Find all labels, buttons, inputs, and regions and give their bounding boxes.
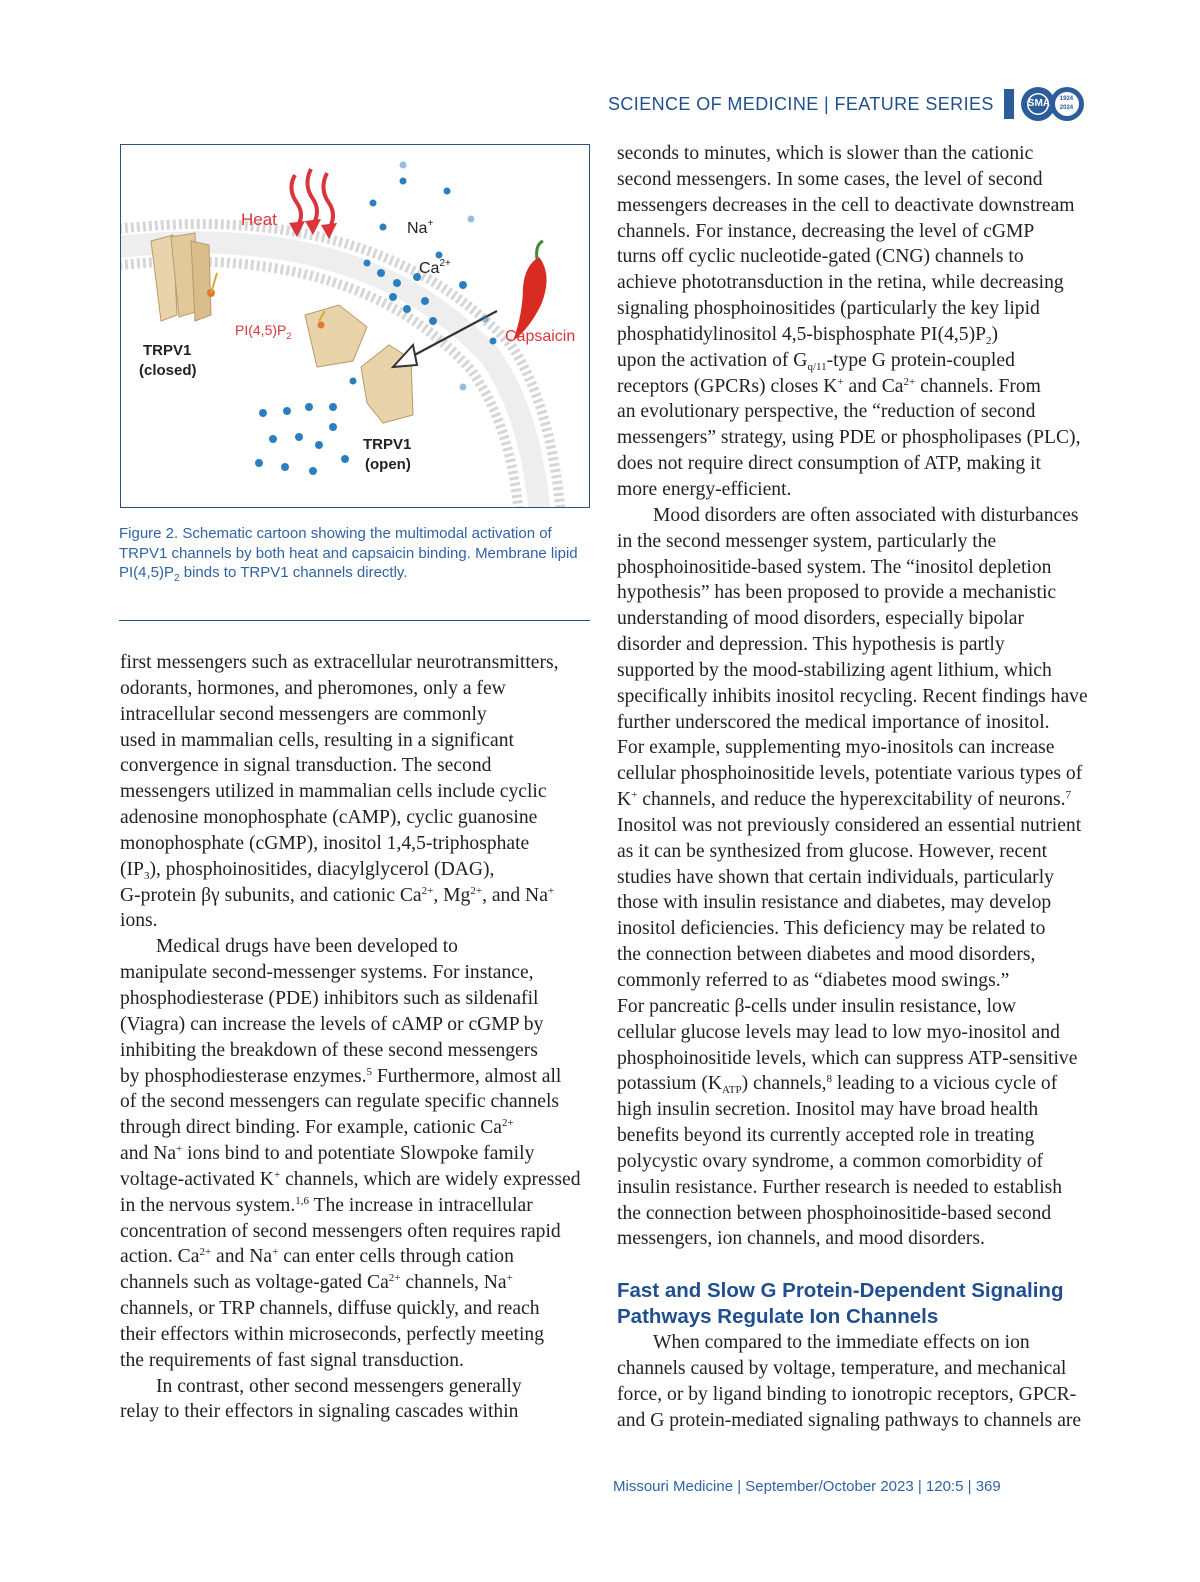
- text-line: messengers utilized in mammalian cells include cyclic: [120, 781, 547, 803]
- text-line: further underscored the medical importance of inositol.: [617, 711, 1050, 733]
- left-column: [120, 650, 595, 1425]
- trpv1-closed-channel: [151, 233, 217, 321]
- text-line: phosphoinositide-based system. The “inositol depletion: [617, 556, 1052, 578]
- citation: 1,6: [295, 1194, 309, 1207]
- text-line: the connection between phosphoinositide-based second: [617, 1202, 1052, 1224]
- heading-line: Fast and Slow G Protein-Dependent Signaling: [617, 1279, 1064, 1303]
- text-line: hypothesis” has been proposed to provide a mechanistic: [617, 582, 1057, 604]
- text-line: $(IP_3)$, phosphoinositides, diacylglycerol (DAG),: [120, 858, 495, 882]
- text-line: Inositol was not previously considered an essential nutrient: [617, 814, 1082, 836]
- text-line: supported by the mood-stabilizing agent lithium, which: [617, 659, 1052, 681]
- figure-2: [120, 144, 590, 508]
- trpv1-open-state: (open): [365, 456, 411, 473]
- text-line: concentration of second messengers often requires rapid: [120, 1220, 561, 1242]
- text-line: in the second messenger system, particularly the: [617, 530, 997, 552]
- text-line: force, or by ligand binding to ionotropic receptors, GPCR-: [617, 1383, 1077, 1405]
- text-line: For pancreatic β-cells under insulin resistance, low: [617, 995, 1016, 1017]
- svg-text:Ca2+: [419, 258, 451, 277]
- text-line: In contrast, other second messengers generally: [156, 1375, 522, 1397]
- text-line: understanding of mood disorders, especially bipolar: [617, 608, 1025, 630]
- text-line: studies have shown that certain individuals, particularly: [617, 866, 1054, 888]
- text-line: G-protein βγ subunits, and cationic $Ca^{2+}$, $Mg^{2+}$, and Na+: [120, 884, 555, 906]
- text-line: phosphatidylinositol 4,5-bisphosphate $PI(4,5)P_2$): [617, 323, 999, 347]
- text-line: phosphoinositide levels, which can suppress ATP-sensitive: [617, 1047, 1078, 1069]
- text-line: action. $Ca^{2+}$ and Na+ can enter cells through cation: [120, 1246, 514, 1268]
- right-paragraph-3: [617, 1330, 1117, 1433]
- text-line: adenosine monophosphate (cAMP), cyclic guanosine: [120, 807, 538, 829]
- text-line: channels caused by voltage, temperature, and mechanical: [617, 1358, 1067, 1380]
- text-line: ions.: [120, 910, 158, 932]
- caption-text-2: binds to TRPV1 channels directly.: [179, 564, 408, 581]
- heat-label: Heat: [241, 210, 277, 229]
- sodium-charge: +: [427, 218, 434, 229]
- logo-year-bottom: 2024: [1059, 105, 1074, 111]
- text-line: inositol deficiencies. This deficiency may be related to: [617, 918, 1046, 940]
- text-line: and G protein-mediated signaling pathways to channels are: [617, 1409, 1082, 1431]
- text-line: high insulin secretion. Inositol may have broad health: [617, 1099, 1039, 1121]
- right-paragraph-2: [617, 503, 1117, 1252]
- text-line: messengers, ion channels, and mood disorders.: [617, 1228, 985, 1250]
- heat-arrows: [289, 169, 337, 239]
- text-line: cellular phosphoinositide levels, potentiate various types of: [617, 763, 1083, 785]
- logo-badge: SMA: [1027, 98, 1051, 109]
- text-line: inhibiting the breakdown of these second messengers: [120, 1039, 538, 1061]
- right-paragraph-1: [617, 141, 1117, 503]
- left-paragraph-2: [120, 934, 595, 1373]
- trpv1-open-label: TRPV1: [363, 436, 412, 453]
- text-line: the requirements of fast signal transduction.: [120, 1349, 464, 1371]
- page-footer: Missouri Medicine | September/October 2023 | 120:5 | 369: [613, 1478, 1001, 1495]
- trpv1-closed-state: (closed): [139, 362, 197, 379]
- text-line: potassium $(K_{ATP})$ channels,$^8$ leading to a vicious cycle of: [617, 1073, 1058, 1097]
- text-line: their effectors within microseconds, perfectly meeting: [120, 1323, 545, 1345]
- text-line: channels such as voltage-gated $Ca^{2+}$ channels, Na+: [120, 1272, 513, 1294]
- text-line: disorder and depression. This hypothesis is partly: [617, 634, 1005, 656]
- figure-caption: [119, 524, 589, 583]
- text-line: in the nervous system.$^{1,6}$ The increase in intracellular: [120, 1194, 533, 1216]
- trpv1-schematic: [121, 145, 589, 507]
- series-title: SCIENCE OF MEDICINE | FEATURE SERIES: [608, 93, 994, 114]
- text-line: used in mammalian cells, resulting in a significant: [120, 729, 514, 751]
- sodium-label: Na: [407, 220, 428, 237]
- text-line: K+ channels, and reduce the hyperexcitability of neurons.$^7$: [617, 789, 1072, 811]
- text-line: polycystic ovary syndrome, a common comorbidity of: [617, 1150, 1044, 1172]
- caption-divider: [119, 620, 590, 621]
- text-line: does not require direct consumption of ATP, making it: [617, 453, 1041, 475]
- pip2-subscript: 2: [286, 331, 292, 341]
- text-line: convergence in signal transduction. The second: [120, 755, 492, 777]
- right-column: [617, 141, 1117, 1434]
- calcium-charge: 2+: [439, 258, 451, 269]
- text-line: messengers decreases in the cell to deactivate downstream: [617, 194, 1075, 216]
- citation: 8: [826, 1073, 832, 1086]
- text-line: by phosphodiesterase enzymes.$^5$ Furthermore, almost all: [120, 1065, 562, 1087]
- text-line: commonly referred to as “diabetes mood swings.”: [617, 970, 1010, 991]
- text-line: phosphodiesterase (PDE) inhibitors such as sildenafil: [120, 987, 539, 1009]
- pip2-label: PI(4,5)P: [235, 322, 287, 338]
- citation: 5: [366, 1065, 372, 1078]
- text-line: as it can be synthesized from glucose. However, recent: [617, 840, 1048, 862]
- capsaicin-pepper: [513, 241, 547, 341]
- text-line: messengers” strategy, using PDE or phospholipases (PLC),: [617, 427, 1081, 449]
- text-line: manipulate second-messenger systems. For instance,: [120, 962, 534, 984]
- text-line: signaling phosphoinositides (particularly the key lipid: [617, 298, 1040, 320]
- text-line: through direct binding. For example, cationic $Ca^{2+}$: [120, 1117, 514, 1139]
- text-line: monophosphate (cGMP), inositol 1,4,5-triphosphate: [120, 832, 530, 854]
- text-line: channels. For instance, decreasing the level of cGMP: [617, 220, 1035, 242]
- centennial-logo: [1002, 84, 1088, 124]
- trpv1-closed-label: TRPV1: [143, 342, 192, 359]
- text-line: of the second messengers can regulate specific channels: [120, 1091, 560, 1113]
- text-line: those with insulin resistance and diabetes, may develop: [617, 892, 1052, 914]
- text-line: odorants, hormones, and pheromones, only a few: [120, 677, 506, 699]
- citation: 7: [1065, 789, 1072, 802]
- text-line: When compared to the immediate effects on ion: [653, 1332, 1030, 1354]
- text-line: channels, or TRP channels, diffuse quickly, and reach: [120, 1298, 540, 1320]
- calcium-label: Ca: [419, 260, 440, 277]
- text-line: Medical drugs have been developed to: [156, 936, 458, 958]
- text-line: receptors (GPCRs) closes K+ and $Ca^{2+}$ channels. From: [617, 375, 1041, 397]
- text-line: voltage-activated K+ channels, which are widely expressed: [120, 1168, 581, 1190]
- logo-year-top: 1924: [1059, 96, 1074, 102]
- text-line: For example, supplementing myo-inositols can increase: [617, 737, 1055, 759]
- svg-text:PI(4,5)P2: [235, 322, 291, 341]
- text-line: more energy-efficient.: [617, 478, 792, 500]
- text-line: the connection between diabetes and mood disorders,: [617, 944, 1036, 966]
- text-line: turns off cyclic nucleotide-gated (CNG) channels to: [617, 246, 1024, 268]
- text-line: an evolutionary perspective, the “reduction of second: [617, 401, 1036, 423]
- text-line: (Viagra) can increase the levels of cAMP or cGMP by: [120, 1013, 544, 1035]
- heading-line: Pathways Regulate Ion Channels: [617, 1305, 939, 1329]
- left-paragraph-3: [120, 1374, 595, 1426]
- section-heading: [617, 1278, 1117, 1330]
- text-line: and Na+ ions bind to and potentiate Slowpoke family: [120, 1143, 535, 1165]
- trpv1-intermediate-channel: [305, 305, 367, 367]
- text-line: benefits beyond its currently accepted role in treating: [617, 1125, 1035, 1147]
- capsaicin-label: Capsaicin: [505, 328, 576, 345]
- text-line: Mood disorders are often associated with disturbances: [653, 504, 1079, 526]
- text-line: seconds to minutes, which is slower than the cationic: [617, 143, 1034, 164]
- running-header: [608, 84, 1088, 124]
- text-line: upon the activation of $G_{q/11}$-type G protein-coupled: [617, 349, 1015, 373]
- text-line: cellular glucose levels may lead to low myo-inositol and: [617, 1021, 1060, 1043]
- text-line: second messengers. In some cases, the level of second: [617, 168, 1043, 190]
- text-line: intracellular second messengers are commonly: [120, 703, 487, 725]
- text-line: specifically inhibits inositol recycling. Recent findings have: [617, 685, 1088, 707]
- text-line: achieve phototransduction in the retina, while decreasing: [617, 272, 1064, 294]
- text-line: relay to their effectors in signaling cascades within: [120, 1401, 519, 1423]
- caption-subscript: 2: [174, 573, 180, 584]
- svg-text:Na+: [407, 218, 433, 237]
- caption-text-1: Figure 2. Schematic cartoon showing the multimodal activation of TRPV1 channels by both heat and capsaicin binding. Membrane lipid PI(4,5)P: [119, 525, 578, 581]
- text-line: insulin resistance. Further research is needed to establish: [617, 1176, 1063, 1198]
- text-line: first messengers such as extracellular neurotransmitters,: [120, 652, 559, 673]
- left-paragraph-1: [120, 650, 595, 934]
